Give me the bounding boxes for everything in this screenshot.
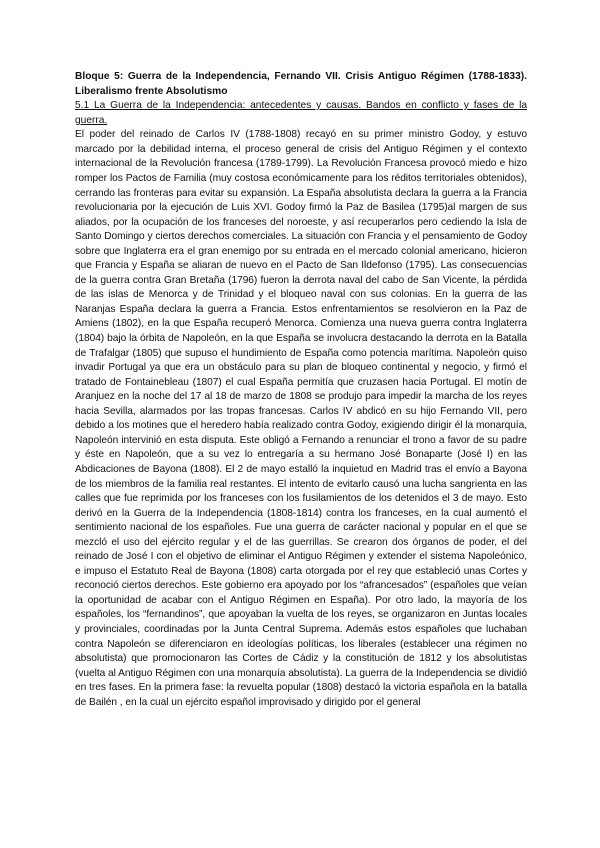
body-paragraph: El poder del reinado de Carlos IV (1788-1808) recayó en su primer ministro Godoy, y estuvo marcado por la debilidad interna, el proceso general de crisis del Antiguo Régimen y el contexto internacional de la Revolución francesa (1789-1799). La Revolución Francesa provocó miedo e hizo romper los Pactos de Familia (muy costosa económicamente para los réditos territoriales obtenidos), cerrando las fronteras para evitar su expansión. La España absolutista declara la guerra a la Francia revolucionaria por la ejecución de Luis XVI. Godoy firmó la Paz de Basilea (1795)al margen de sus aliados, por la ocupación de los franceses del noroeste, y así recuperarlos pero cediendo la Isla de Santo Domingo y ciertos derechos comerciales. La situación con Francia y el pensamiento de Godoy sobre que Inglaterra era el gran enemigo por su entrada en el mercado colonial americano, hicieron que Francia y España se aliaran de nuevo en el Pacto de San Ildefonso (1795). Las consecuencias de la guerra contra Gran Bretaña (1796) fueron la derrota naval del cabo de San Vicente, la pérdida de las islas de Menorca y de Trinidad y el bloqueo naval con sus colonias. En la guerra de las Naranjas España declara la guerra a Francia. Estos enfrentamientos se resolvieron en la Paz de Amiens (1802), en la que España recuperó Menorca. Comienza una nueva guerra contra Inglaterra (1804) bajo la órbita de Napoleón, en la que España se involucra destacando la derrota en la Batalla de Trafalgar (1805) que supuso el hundimiento de España como potencia marítima. Napoleón quiso invadir Portugal ya que era un obstáculo para su plan de bloqueo continental y negocio, y firmó el tratado de Fontainebleau (1807) el cual España permitía que cruzasen hacia Portugal. El motín de Aranjuez en la noche del 17 al 18 de marzo de 1808 se produjo para impedir la marcha de los reyes hacia Sevilla, alarmados por las tropas francesas. Carlos IV abdicó en su hijo Fernando VII, pero debido a los motines que el heredero había realizado contra Godoy, exigiendo dirigir él la monarquía, Napoleón intervinió en esta disputa. Este obligó a Fernando a renunciar el trono a favor de su padre y éste en Napoleón, que a su vez lo entregaría a su hermano José Bonaparte (José I) en las Abdicaciones de Bayona (1808). El 2 de mayo estalló la inquietud en Madrid tras el envío a Bayona de los miembros de la familia real restantes. El intento de evitarlo causó una lucha sangrienta en las calles que fue reprimida por los franceses con los fusilamientos de los detenidos el 3 de mayo. Esto derivó en la Guerra de la Independencia (1808-1814) contra los franceses, en la cual aumentó el sentimiento nacional de los españoles. Fue una guerra de carácter nacional y popular en el que se mezcló el uso del ejército regular y el de las guerrillas. Se crearon dos órganos de poder, el del reinado de José I con el objetivo de eliminar el Antiguo Régimen y extender el sistema Napoleónico, e impuso el Estatuto Real de Bayona (1808) carta otorgada por el rey que estableció unas Cortes y reconoció ciertos derechos. Este gobierno era apoyado por los “afrancesados” (españoles que veían la oportunidad de acabar con el Antiguo Régimen en España). Por otro lado, la mayoría de los españoles, los “fernandinos”, que apoyaban la vuelta de los reyes, se organizaron en Juntas locales y provinciales, coordinadas por la Junta Central Suprema. Además estos españoles que luchaban contra Napoleón se diferenciaron en ideologías políticas, los liberales (establecer una régimen no absolutista) que promocionaron las Cortes de Cádiz y la constitución de 1812 y los absolutistas (vuelta al Antiguo Régimen con una monarquía absolutista). La guerra de la Independencia se dividió en tres fases. En la primera fase: la revuelta popular (1808) destacó la victoria española en la batalla de Bailén , en la cual un ejército español improvisado y dirigido por el general: [75, 129, 527, 708]
section-heading: Bloque 5: Guerra de la Independencia, Fernando VII. Crisis Antiguo Régimen (1788-1833). Liberalismo frente Absolutismo: [75, 71, 527, 97]
subsection-heading: 5.1 La Guerra de la Independencia: antecedentes y causas. Bandos en conflicto y fases de la guerra.: [75, 100, 527, 126]
document-page: [75, 70, 527, 710]
